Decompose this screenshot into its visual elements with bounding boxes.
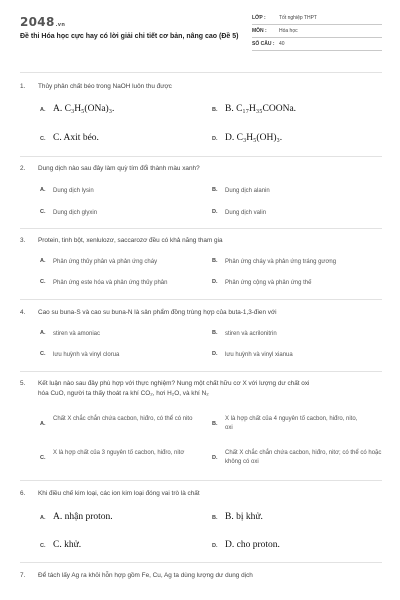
option-letter: C. (40, 136, 46, 142)
question-number: 7. (20, 572, 26, 579)
option-letter: D. (212, 136, 218, 142)
option-letter: A. (40, 421, 46, 427)
question-number: 1. (20, 83, 26, 90)
option-text: A. C₃H₅(ONa)₃. (53, 104, 115, 114)
question-number: 2. (20, 165, 26, 172)
meta-row-count (252, 38, 382, 51)
meta-value: Hóa học (279, 28, 298, 34)
option-letter: A. (40, 107, 46, 113)
question-text: 4. Cao su buna-S và cao su buna-N là sản phẩm đồng trùng hợp của buta-1,3-đien với (20, 309, 277, 316)
option-letter: C. (40, 351, 46, 357)
option-letter: A. (40, 187, 46, 193)
option-text: B. C₁₇H₃₅COONa. (225, 104, 297, 114)
option-text: Dung dịch lysin (53, 188, 94, 194)
option-text: X là hợp chất của 3 nguyên tố cacbon, hiđro, nitơ (53, 450, 185, 456)
meta-label: LỚP : (252, 15, 266, 21)
option-text: Phản ứng thủy phân và phản ứng cháy (53, 259, 158, 265)
option-letter: D. (212, 351, 218, 357)
divider (20, 562, 382, 563)
option-letter: B. (212, 107, 218, 113)
option-letter: A. (40, 515, 46, 521)
option-letter: B. (212, 258, 218, 264)
divider (20, 299, 382, 300)
option-letter: D. (212, 455, 218, 461)
question-text: 3. Protein, tinh bột, xenlulozơ, saccarozơ đều có khả năng tham gia (20, 237, 223, 244)
site-logo[interactable] (20, 15, 65, 29)
option-letter: B. (212, 421, 218, 427)
question-3 (20, 236, 382, 300)
meta-row-subject (252, 25, 382, 38)
question-7 (20, 571, 382, 591)
question-text: 1. Thủy phân chất béo trong NaOH luôn thu được (20, 83, 172, 90)
meta-row-class (252, 12, 382, 25)
logo-text: 2048 (20, 15, 55, 29)
divider (20, 371, 382, 372)
option-letter: A. (40, 258, 46, 264)
option-text: Phản ứng cháy và phản ứng tráng gương (225, 259, 337, 265)
document-header (20, 12, 382, 54)
option-letter: D. (212, 209, 218, 215)
option-text: Dung dịch glyxin (53, 210, 98, 216)
divider (20, 72, 382, 73)
document-title: Đề thi Hóa học cực hay có lời giải chi tiết cơ bản, nâng cao (Đề 5) (20, 33, 239, 40)
question-text: 5. Kết luận nào sau đây phù hợp với thực nghiệm? Nung một chất hữu cơ X với lượng dư chất oxi hóa CuO, người ta thấy thoát ra khí CO₂, hơi H₂O, và khí N₂ (20, 380, 310, 397)
option-letter: D. (212, 543, 218, 549)
option-letter: C. (40, 455, 46, 461)
option-letter: C. (40, 543, 46, 549)
option-text: C. khử. (53, 540, 82, 550)
option-text: Dung dịch alanin (225, 188, 270, 194)
option-text: A. nhận proton. (53, 512, 113, 522)
option-text: D. cho proton. (225, 540, 280, 550)
option-letter: D. (212, 279, 218, 285)
divider (20, 480, 382, 481)
option-text: Phản ứng cộng và phản ứng thế (225, 280, 312, 286)
option-letter: B. (212, 187, 218, 193)
option-letter: B. (212, 515, 218, 521)
option-text: Chất X chắc chắn chứa cacbon, hiđro, nitơ; có thể có hoặc không có oxi (225, 450, 382, 465)
option-letter: C. (40, 209, 46, 215)
question-6 (20, 489, 382, 561)
question-text: 6. Khi điều chế kim loại, các ion kim loại đóng vai trò là chất (20, 490, 200, 497)
option-text: C. Axit béo. (53, 133, 99, 143)
meta-value: 40 (279, 41, 285, 47)
logo-domain: .vn (55, 22, 66, 28)
option-text: Dung dịch valin (225, 210, 267, 216)
option-letter: C. (40, 279, 46, 285)
option-text: Phản ứng este hóa và phản ứng thủy phân (53, 280, 168, 286)
option-letter: B. (212, 330, 218, 336)
question-2 (20, 164, 382, 228)
divider (20, 228, 382, 229)
question-4 (20, 308, 382, 372)
option-text: lưu huỳnh và vinyl clorua (53, 352, 120, 358)
question-1 (20, 82, 382, 158)
question-number: 3. (20, 237, 26, 244)
question-number: 4. (20, 309, 26, 316)
question-number: 5. (20, 380, 26, 387)
meta-label: SỐ CÂU : (252, 41, 275, 47)
option-letter: A. (40, 330, 46, 336)
option-text: stiren và acrilonitrin (225, 331, 277, 337)
question-number: 6. (20, 490, 26, 497)
document-meta (252, 12, 382, 51)
meta-label: MÔN : (252, 28, 267, 34)
option-text: lưu huỳnh và vinyl xianua (225, 352, 293, 358)
option-text: B. bị khử. (225, 512, 263, 522)
option-text: Chất X chắc chắn chứa cacbon, hiđro, có thể có nito (53, 416, 193, 422)
divider (20, 156, 382, 157)
question-text: 7. Để tách lấy Ag ra khỏi hỗn hợp gồm Fe, Cu, Ag ta dùng lượng dư dung dịch (20, 572, 253, 579)
meta-value: Tốt nghiệp THPT (279, 15, 317, 21)
option-text: D. C₃H₅(OH)₃. (225, 133, 283, 143)
option-text: stiren và amoniac (53, 331, 101, 337)
question-5 (20, 379, 382, 479)
question-text: 2. Dung dịch nào sau đây làm quỳ tím đổi thành màu xanh? (20, 165, 200, 172)
option-text: X là hợp chất của 4 nguyên tố cacbon, hiđro, nito, oxi (225, 416, 358, 431)
